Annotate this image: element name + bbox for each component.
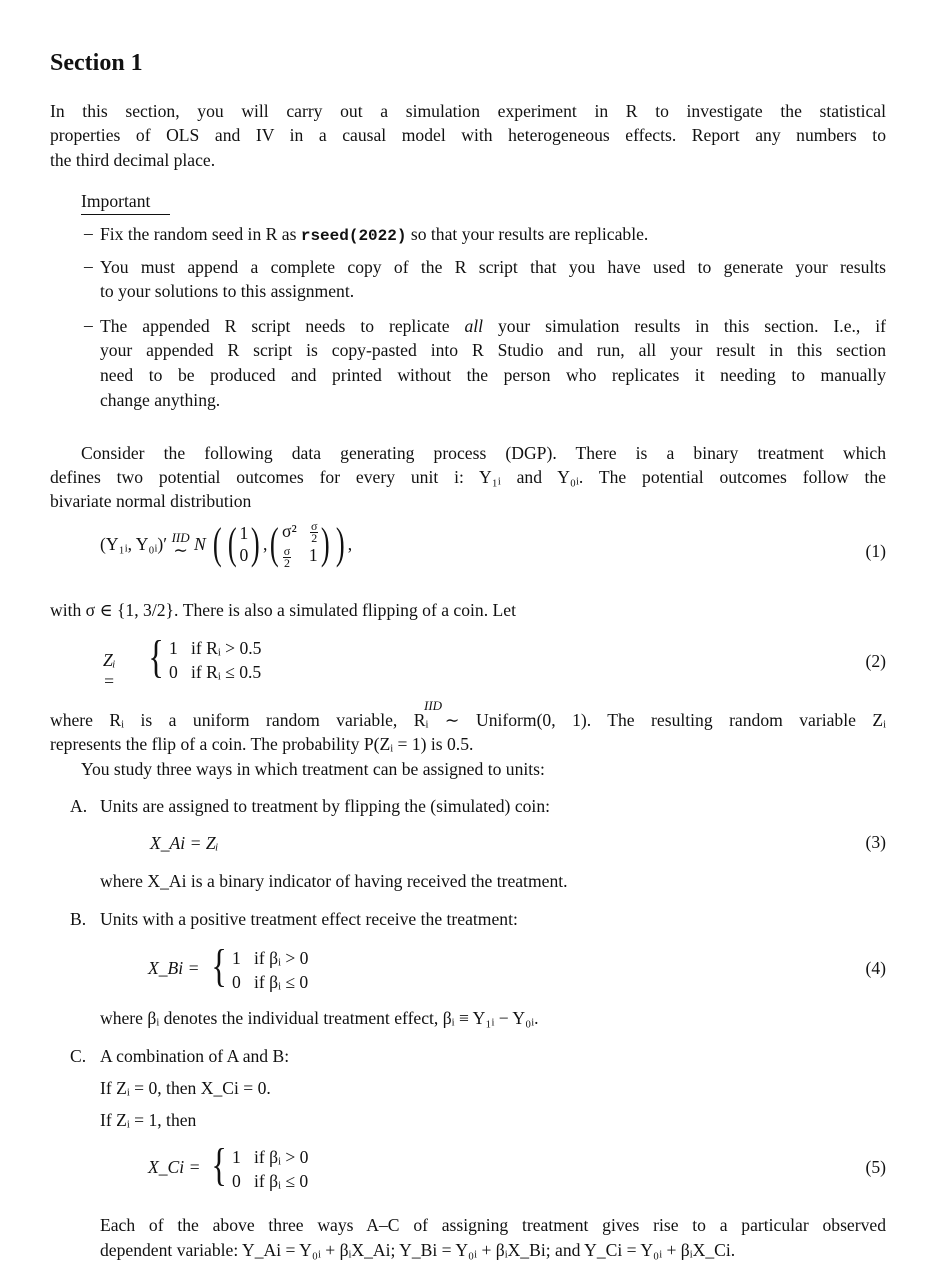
- text: The appended R script needs to replicate: [100, 316, 465, 336]
- text: your simulation results in this section. I.e., if: [483, 316, 886, 336]
- cov-22: 1: [308, 545, 318, 566]
- item-a-text: Units are assigned to treatment by flipping the (simulated) coin:: [100, 796, 550, 816]
- tilde: ∼: [173, 540, 188, 561]
- case-1: 1 if Rᵢ > 0.5: [169, 638, 262, 658]
- equation-number: (4): [865, 958, 886, 978]
- item-a-where: where X_Ai is a binary indicator of having received the treatment.: [100, 871, 568, 891]
- text: Fix the random seed in R as: [100, 224, 301, 244]
- case-0: 0 if βᵢ ≤ 0: [232, 1171, 309, 1191]
- normal-N: N: [194, 533, 206, 554]
- iid-label: IID: [171, 530, 190, 546]
- dgp-line: bivariate normal distribution: [50, 491, 252, 511]
- case-0: 0 if Rᵢ ≤ 0.5: [169, 662, 262, 682]
- item-b-text: Units with a positive treatment effect receive the treatment:: [100, 909, 518, 929]
- cov-matrix: [282, 520, 318, 569]
- mean-1: 1: [239, 523, 249, 544]
- dgp-line: defines two potential outcomes for every unit i: Y₁ᵢ and Y₀ᵢ. The potential outcomes follow the: [50, 467, 886, 487]
- dgp-line: Consider the following data generating process (DGP). There is a binary treatment which: [81, 443, 886, 463]
- with-sigma-line: with σ ∈ {1, 3/2}. There is also a simulated flipping of a coin. Let: [50, 600, 516, 620]
- bullet-append: to your solutions to this assignment.: [100, 281, 355, 301]
- bullet-append: You must append a complete copy of the R script that you have used to generate your results: [100, 257, 886, 277]
- emphasis: all: [464, 316, 484, 336]
- where-r-line: represents the flip of a coin. The probability P(Zᵢ = 1) is 0.5.: [50, 734, 474, 754]
- cov-11: σ²: [282, 521, 297, 541]
- equation-3: X_Ai = Zᵢ: [150, 833, 219, 853]
- study-line: You study three ways in which treatment can be assigned to units:: [81, 759, 545, 779]
- code-rseed: rseed(2022): [300, 227, 407, 245]
- document-page: Section 1 In this section, you will carry out a simulation experiment in R to investigate the statistical properties of OLS and IV in a causal model with heterogeneous effects. Report any numbers to the third decimal place. Important – Fix the random seed in R as rseed(2022) so that your results are replicable. – You must append a complete copy of the R script that you have used to generate your results to your solutions to this assignment. – The appended R script needs to replicate all your simulation results in this section. I.e., if your appended R script is copy-pasted into R Studio and run, all your result in this section need to be produced and printed without the person who replicates it needing to manually change anything. Consider the following data generating process (DGP). There is a binary treatment which defines two potential outcomes for every unit i: Y₁ᵢ and Y₀ᵢ. The potential outcomes follow the bivariate normal distribution (Y₁ᵢ, Y₀ᵢ)′ IID ∼ N ( ( 1 0) ,( σ² $\frac{\sigma}{2}$ $\frac{\sigma}{2}$ 1) ) , (1) with σ ∈ {1, 3/2}. There is also a simulated flipping of a coin. Let Zᵢ = { 1 if Rᵢ > 0.5 0 if Rᵢ ≤ 0.5 (2) IID where Rᵢ is a uniform random variable, Rᵢ ∼ Uniform(0, 1). The resulting random variable Zᵢ represents the flip of a coin. The probability P(Zᵢ = 1) is 0.5. You study three ways in which treatment can be assigned to units: A. Units are assigned to treatment by flipping the (simulated) coin: X_Ai = Zᵢ (3) where X_Ai is a binary indicator of having received the treatment. B. Units with a positive treatment effect receive the treatment: X_Bi = { 1 if βᵢ > 0 0 if βᵢ ≤ 0 (4) where βᵢ denotes the individual treatment effect, βᵢ ≡ Y₁ᵢ − Y₀ᵢ. C. A combination of A and B: If Zᵢ = 0, then X_Ci = 0. If Zᵢ = 1, then X_Ci = { 1 if βᵢ > 0 0 if βᵢ ≤ 0 (5) Each of the above three ways A–C of assigning treatment gives rise to a particular observed dependent variable: Y_Ai = Y₀ᵢ + βᵢX_Ai; Y_Bi = Y₀ᵢ + βᵢX_Bi; and Y_Ci = Y₀ᵢ + βᵢX_Ci.: [0, 0, 942, 1278]
- equation-1: (Y₁ᵢ, Y₀ᵢ)′ IID ∼ N ( ( 1 0) ,( σ² $\frac{\sigma}{2}$ $\frac{\sigma}{2}$ 1) ) ,: [100, 519, 353, 570]
- iid-tilde: [171, 530, 190, 561]
- cases: [232, 946, 308, 994]
- comma: ,: [347, 533, 353, 554]
- bullet-replicate: your appended R script is copy-pasted into R Studio and run, all your result in this section: [100, 340, 886, 360]
- item-label-c: C.: [70, 1046, 87, 1066]
- frac-num: σ: [310, 519, 318, 534]
- section-title: Section 1: [50, 50, 143, 76]
- frac-den: 2: [311, 531, 318, 546]
- bullet-seed: [100, 223, 886, 247]
- item-c-text: A combination of A and B:: [100, 1046, 290, 1066]
- equation-number: (3): [865, 832, 886, 852]
- equation-number: (5): [865, 1157, 886, 1177]
- equation-number: (1): [865, 541, 886, 561]
- case-1: 1 if βᵢ > 0: [232, 1147, 309, 1167]
- eq5-lhs: X_Ci =: [148, 1157, 201, 1177]
- item-c-line: If Zᵢ = 0, then X_Ci = 0.: [100, 1078, 271, 1098]
- case-0: 0 if βᵢ ≤ 0: [232, 972, 309, 992]
- cases: [169, 636, 261, 684]
- intro-line: the third decimal place.: [50, 150, 216, 170]
- item-label-a: A.: [70, 796, 88, 816]
- equation-number: (2): [865, 651, 886, 671]
- bullet-replicate: [100, 315, 886, 337]
- where-r-line: where Rᵢ is a uniform random variable, Rᵢ ∼ Uniform(0, 1). The resulting random variable Zᵢ: [50, 710, 886, 730]
- bullet-dash: –: [84, 256, 93, 276]
- item-c-line: If Zᵢ = 1, then: [100, 1110, 197, 1130]
- frac-num: σ: [283, 543, 291, 558]
- case-1: 1 if βᵢ > 0: [232, 948, 309, 968]
- bullet-replicate: change anything.: [100, 390, 221, 410]
- intro-line: properties of OLS and IV in a causal model with heterogeneous effects. Report any numbers to: [50, 125, 886, 145]
- important-heading: Important: [81, 191, 170, 215]
- eq1-lhs: (Y₁ᵢ, Y₀ᵢ)′: [100, 533, 168, 554]
- item-b-where: where βᵢ denotes the individual treatment effect, βᵢ ≡ Y₁ᵢ − Y₀ᵢ.: [100, 1008, 539, 1028]
- final-line: dependent variable: Y_Ai = Y₀ᵢ + βᵢX_Ai; Y_Bi = Y₀ᵢ + βᵢX_Bi; and Y_Ci = Y₀ᵢ + βᵢX_Ci.: [100, 1240, 736, 1260]
- text: so that your results are replicable.: [406, 224, 649, 244]
- mean-vector: [239, 522, 248, 566]
- eq4-lhs: X_Bi =: [148, 958, 200, 978]
- eq2-lhs: Zᵢ =: [103, 650, 116, 691]
- bullet-replicate: need to be produced and printed without the person who replicates it needing to manually: [100, 365, 886, 385]
- frac-den: 2: [284, 555, 291, 570]
- item-label-b: B.: [70, 909, 87, 929]
- intro-line: In this section, you will carry out a simulation experiment in R to investigate the statistical: [50, 101, 886, 121]
- iid-label: IID: [424, 698, 443, 713]
- bullet-dash: –: [84, 223, 93, 243]
- mean-0: 0: [239, 545, 249, 566]
- bullet-dash: –: [84, 315, 93, 335]
- final-line: Each of the above three ways A–C of assigning treatment gives rise to a particular observed: [100, 1215, 886, 1235]
- cases: [232, 1145, 308, 1193]
